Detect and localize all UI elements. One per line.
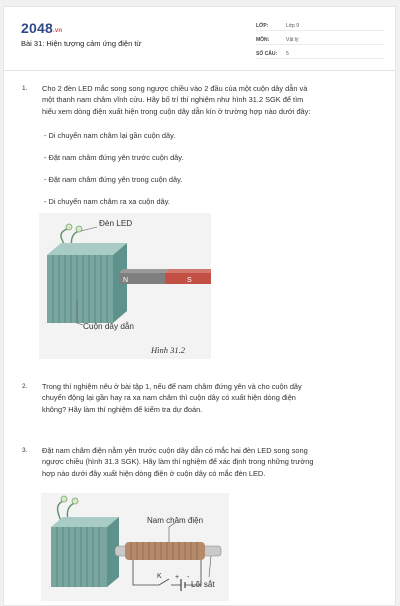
option-1: - Di chuyển nam châm lại gần cuộn dây. <box>44 131 176 140</box>
coil-label: Cuộn dây dẫn <box>83 322 134 331</box>
meta-row-subject <box>256 33 384 45</box>
led-pointer <box>81 227 97 231</box>
meta-value: 5 <box>286 51 289 57</box>
meta-value: Vật lý <box>286 37 299 43</box>
circuit-wire <box>133 560 159 585</box>
question-line: ngược chiều (hình 31.3 SGK). Hãy làm thí nghiệm để xác định trong những trường <box>42 457 314 467</box>
core-pointer <box>209 556 211 577</box>
magnet-top-n <box>119 269 169 273</box>
figure-31-3-drawing <box>41 493 229 601</box>
meta-value: Lớp 9 <box>286 23 300 29</box>
option-2: - Đặt nam châm đứng yên trước cuộn dây. <box>44 153 184 162</box>
electromagnet-label: Nam châm điện <box>147 516 204 525</box>
magnet-top-s <box>165 269 211 273</box>
option-3: - Đặt nam châm đứng yên trong cuộn dây. <box>44 175 183 184</box>
site-logo[interactable] <box>21 20 62 36</box>
battery-plus-label: + <box>175 574 180 581</box>
question-line: Trong thí nghiệm nêu ở bài tập 1, nếu để nam châm đứng yên và cho cuộn dây <box>42 382 302 391</box>
question-text <box>42 83 387 117</box>
worksheet <box>3 6 396 606</box>
led-bulb-icon <box>61 496 67 502</box>
question-number: 3. <box>22 447 28 454</box>
magnet-pointer <box>169 523 175 542</box>
question-number: 1. <box>22 85 28 92</box>
led-bulb-icon <box>72 498 78 504</box>
pole-n-label: N <box>123 277 129 284</box>
worksheet-header <box>4 7 395 71</box>
iron-core-label: Lõi sắt <box>191 580 215 589</box>
meta-label: MÔN: <box>256 37 270 43</box>
led-bulb-icon <box>66 224 72 230</box>
logo-text: 2048 <box>21 20 53 36</box>
question-line: Cho 2 đèn LED mắc song song ngược chiều vào 2 đầu của một cuộn dây dẫn và <box>42 84 308 93</box>
meta-label: SỐ CÂU: <box>256 51 278 57</box>
led-label: Đèn LED <box>99 219 133 228</box>
logo-tld: .vn <box>52 28 63 34</box>
figure-31-2-drawing <box>39 213 211 359</box>
lesson-meta <box>256 19 384 61</box>
option-4: - Di chuyển nam châm ra xa cuộn dây. <box>44 197 170 206</box>
question-text <box>42 445 387 479</box>
coil-front <box>47 255 113 323</box>
switch-label: K <box>157 573 162 580</box>
question-number: 2. <box>22 383 28 390</box>
meta-label: LỚP: <box>256 23 269 29</box>
coil-top <box>47 243 127 255</box>
lesson-title: Bài 31: Hiện tượng cảm ứng điện từ <box>21 39 142 48</box>
pole-s-label: S <box>187 277 192 284</box>
question-line: một thanh nam châm vĩnh cửu. Hãy bố trí thí nghiệm như hình 31.2 SGK để tìm <box>42 95 304 105</box>
figure-caption: Hình 31.2 <box>151 345 185 355</box>
battery-minus-label: - <box>187 574 190 581</box>
question-line: không? Hãy làm thí nghiệm để kiểm tra dự đoán. <box>42 404 203 414</box>
question-line: hợp nào dưới đây xuất hiện dòng điện ở cuộn dây có mắc đèn LED. <box>42 468 266 478</box>
question-text <box>42 381 387 415</box>
question-line: Đặt nam châm điện nằm yên trước cuộn dây dẫn có mắc hai đèn LED song song <box>42 446 308 455</box>
meta-row-count <box>256 47 384 59</box>
question-line: hiểu xem dòng điện xuất hiện trong cuộn dây dẫn kín ở trường hợp nào dưới đây: <box>42 106 311 116</box>
question-line: chuyển động lại gần hay ra xa nam châm thì cuộn dây có xuất hiện dòng điện <box>42 393 296 403</box>
figure-31-3 <box>41 493 229 601</box>
figure-31-2 <box>39 213 211 359</box>
meta-row-grade <box>256 19 384 31</box>
